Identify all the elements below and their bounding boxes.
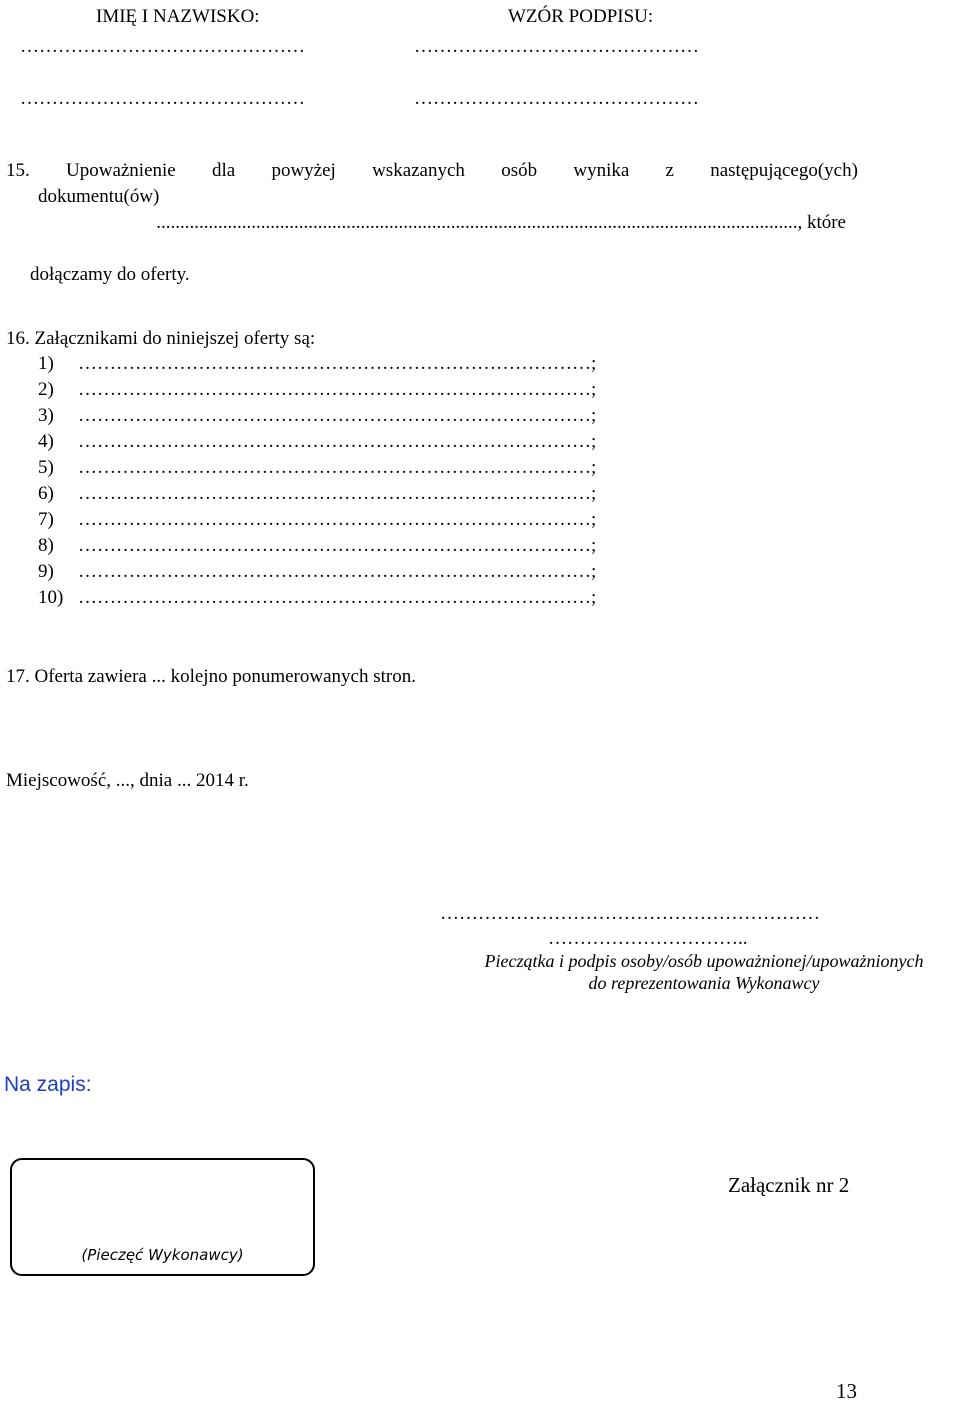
attachment-item-dots: ………………………………………………………………………; [78,405,597,426]
section-15-word: Upoważnienie [66,160,176,181]
section-17-text: 17. Oferta zawiera ... kolejno ponumerowanych stron. [6,666,416,687]
attachment-item-dots: ………………………………………………………………………; [78,353,597,374]
signature-dots-line-1: …………………………………………………… [440,903,820,924]
name-header: IMIĘ I NAZWISKO: [96,6,260,27]
attachment-item-number: 10) [38,587,64,608]
attachment-item-dots: ………………………………………………………………………; [78,379,597,400]
attachment-item [38,561,596,583]
attachment-item-dots: ………………………………………………………………………; [78,457,597,478]
section-15-word: z [665,160,674,181]
attachment-item [38,509,596,531]
attachment-item-number: 8) [38,535,54,556]
na-zapis-label: Na zapis: [4,1073,92,1096]
section-15-word: wskazanych [372,160,465,181]
attachment-item-number: 3) [38,405,54,426]
attachment-item-dots: ………………………………………………………………………; [78,509,597,530]
stamp-box [10,1158,315,1276]
signature-header: WZÓR PODPISU: [508,6,654,27]
attachment-item [38,457,596,479]
section-15-word: osób [501,160,538,181]
attachment-item-number: 4) [38,431,54,452]
attachment-item-number: 1) [38,353,54,374]
attachment-item-dots: ………………………………………………………………………; [78,431,597,452]
attachment-item-number: 9) [38,561,54,582]
place-date-line: Miejscowość, ..., dnia ... 2014 r. [6,770,249,791]
attachment-item [38,483,596,505]
attachment-item [38,535,596,557]
attachment-item [38,587,596,609]
section-15-word: następującego(ych) [710,160,858,181]
page-number: 13 [836,1379,857,1403]
section-16-title: 16. Załącznikami do niniejszej oferty są: [6,328,316,349]
signature-dots-line-1: ……………………………………… [414,36,699,57]
attachment-item-number: 6) [38,483,54,504]
attachment-item-dots: ………………………………………………………………………; [78,587,597,608]
attachment-item-dots: ………………………………………………………………………; [78,535,597,556]
signature-caption-line-2: do reprezentowania Wykonawcy [588,973,820,993]
attachment-item [38,353,596,375]
attachment-item [38,431,596,453]
section-15-line-4: dołączamy do oferty. [30,264,190,285]
section-15-line-1 [6,160,858,182]
section-15-word: dla [211,160,236,181]
name-dots-line-2: ……………………………………… [20,88,305,109]
signature-dots-line-2: ……………………………………… [414,88,699,109]
attachment-item-dots: ………………………………………………………………………; [78,561,597,582]
attachment-item-number: 5) [38,457,54,478]
section-15-line-2: dokumentu(ów) [38,186,160,207]
section-15-line-3: ......................................................................................................................................., które [156,212,846,233]
attachment-item [38,379,596,401]
section-15-word: wynika [573,160,630,181]
attachment-item-dots: ………………………………………………………………………; [78,483,597,504]
attachment-item-number: 2) [38,379,54,400]
signature-dots-line-2: ………………………….. [548,928,748,949]
signature-caption-line-1: Pieczątka i podpis osoby/osób upoważnionej/upoważnionych [484,951,924,971]
attachment-item [38,405,596,427]
section-15-word: powyżej [271,160,336,181]
attachment-item-number: 7) [38,509,54,530]
section-15-word: 15. [6,160,30,181]
attachment-label: Załącznik nr 2 [728,1173,850,1197]
stamp-box-label: (Pieczęć Wykonawcy) [81,1246,244,1264]
name-dots-line-1: ……………………………………… [20,36,305,57]
